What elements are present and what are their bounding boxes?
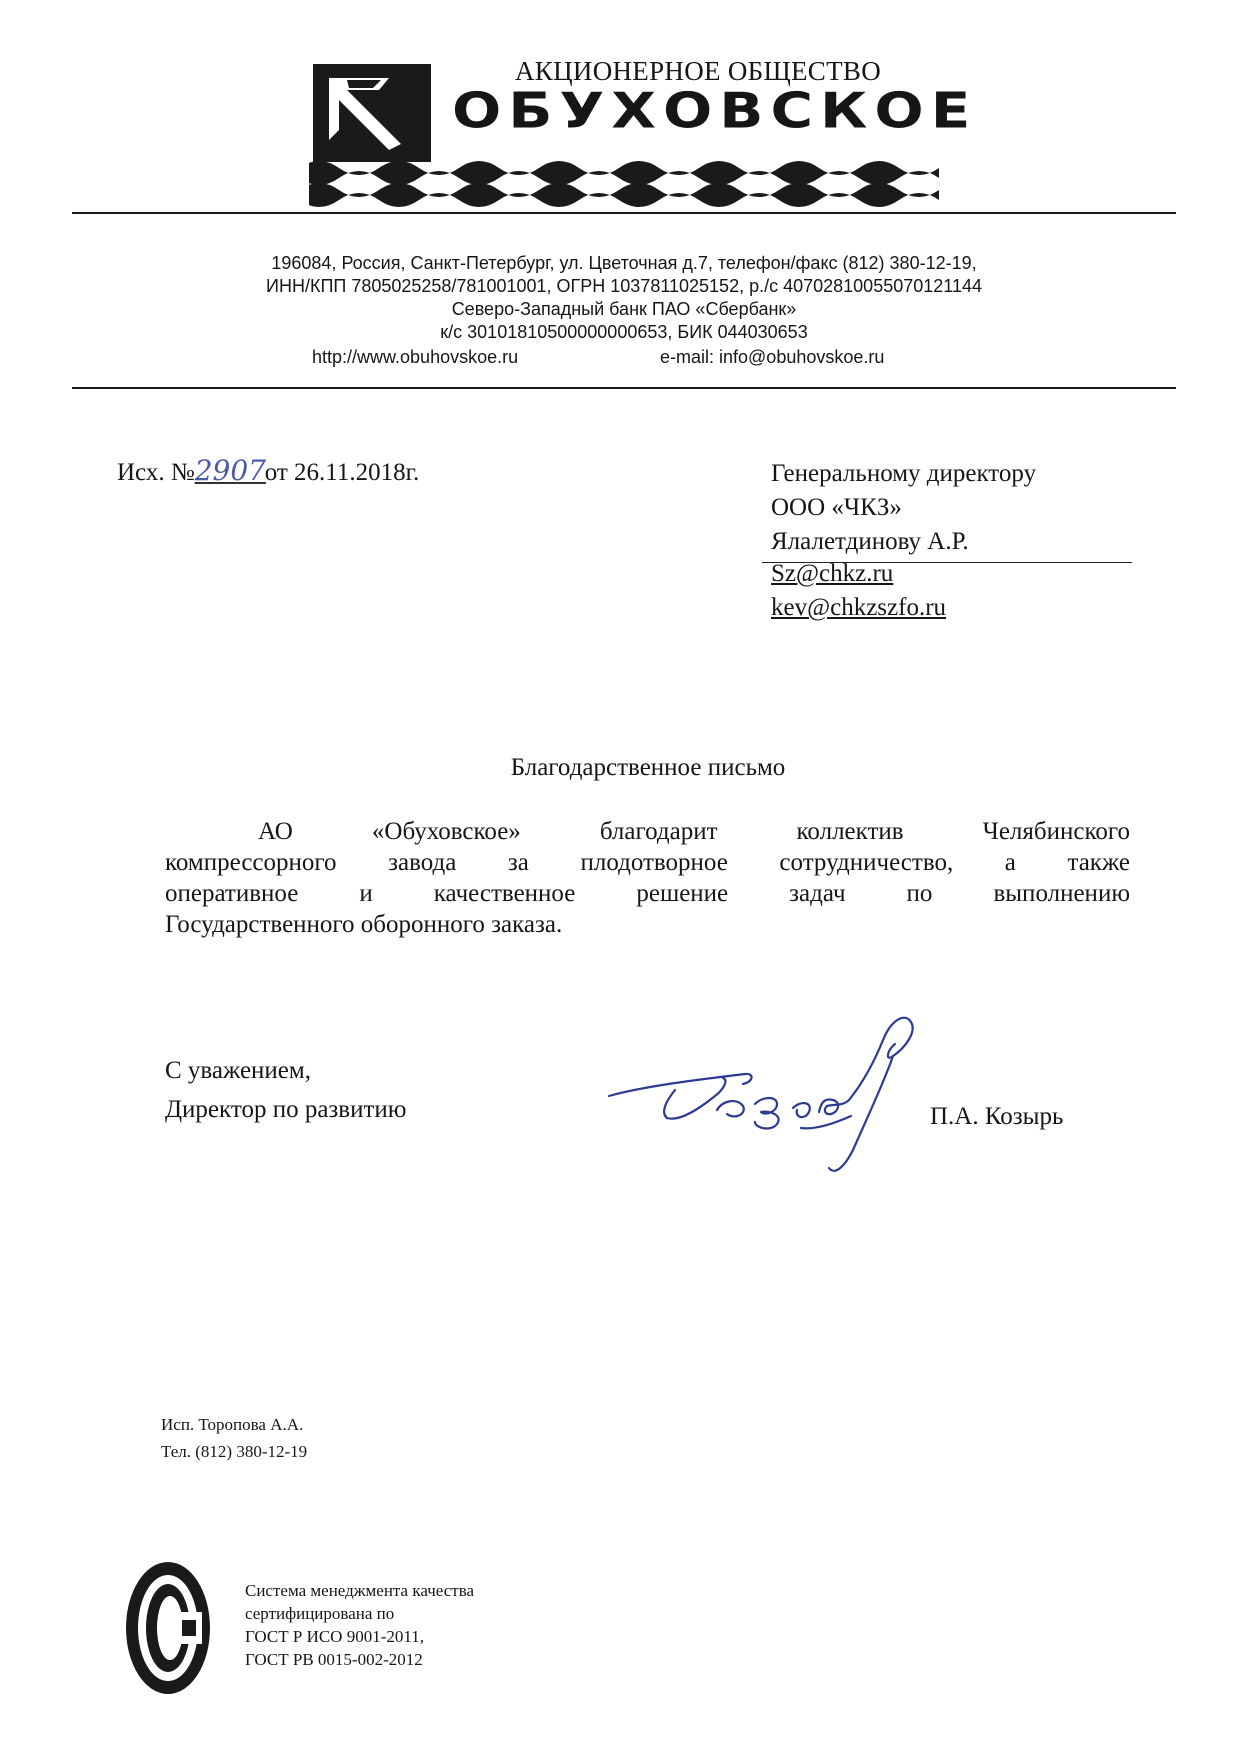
outgoing-reference	[117, 454, 419, 487]
email-link[interactable]: e-mail: info@obuhovskoe.ru	[660, 347, 885, 367]
handwritten-signature	[605, 1000, 985, 1190]
body-line: компрессорного завода за плодотворное сотрудничество, а также	[165, 849, 1130, 876]
requisites-line: к/с 30101810500000000653, БИК 044030653	[440, 322, 808, 342]
letter-title: Благодарственное письмо	[510, 754, 786, 781]
reference-number: 2907	[194, 454, 266, 487]
requisites-line: ИНН/КПП 7805025258/781001001, ОГРН 1037811025152, р./с 40702810055070121144	[266, 276, 982, 296]
website-link[interactable]: http://www.obuhovskoe.ru	[312, 347, 519, 367]
quality-text-line: сертифицирована по	[245, 1604, 395, 1623]
body-line: оперативное и качественное решение задач по выполнению	[165, 880, 1130, 907]
addressee-company: ООО «ЧКЗ»	[771, 494, 902, 521]
letterhead-divider-bottom	[72, 387, 1176, 389]
quality-text-line: Система менеджмента качества	[245, 1581, 475, 1600]
body-line: АО «Обуховское» благодарит коллектив Челябинского	[258, 818, 1130, 845]
letterhead-divider-top	[72, 212, 1176, 214]
body-line: Государственного оборонного заказа.	[165, 911, 563, 938]
company-type: АКЦИОНЕРНОЕ ОБЩЕСТВО	[515, 56, 881, 86]
reference-prefix: Исх. №	[117, 459, 195, 486]
requisites-line: Северо-Западный банк ПАО «Сбербанк»	[451, 299, 797, 319]
addressee-email-link[interactable]: Sz@chkz.ru	[771, 560, 894, 587]
signer-name: П.А. Козырь	[930, 1103, 1064, 1130]
reference-date: от 26.11.2018г.	[264, 459, 420, 486]
executor-name: Исп. Торопова А.А.	[161, 1415, 304, 1434]
addressee-position: Генеральному директору	[771, 460, 1037, 487]
letter-body	[165, 816, 1130, 940]
signer-position: Директор по развитию	[165, 1096, 407, 1123]
closing-regards: С уважением,	[165, 1057, 311, 1084]
executor-phone: Тел. (812) 380-12-19	[161, 1442, 308, 1461]
certification-mark-icon	[122, 1558, 214, 1698]
company-name: ОБУХОВСКОЕ	[452, 81, 978, 140]
requisites-line: 196084, Россия, Санкт-Петербург, ул. Цветочная д.7, телефон/факс (812) 380-12-19,	[271, 253, 977, 273]
quality-text-line: ГОСТ РВ 0015-002-2012	[245, 1650, 423, 1669]
addressee-name: Ялалетдинову А.Р.	[771, 528, 969, 555]
quality-text-line: ГОСТ Р ИСО 9001-2011,	[245, 1627, 424, 1646]
addressee-email-link[interactable]: kev@chkzszfo.ru	[771, 594, 947, 621]
